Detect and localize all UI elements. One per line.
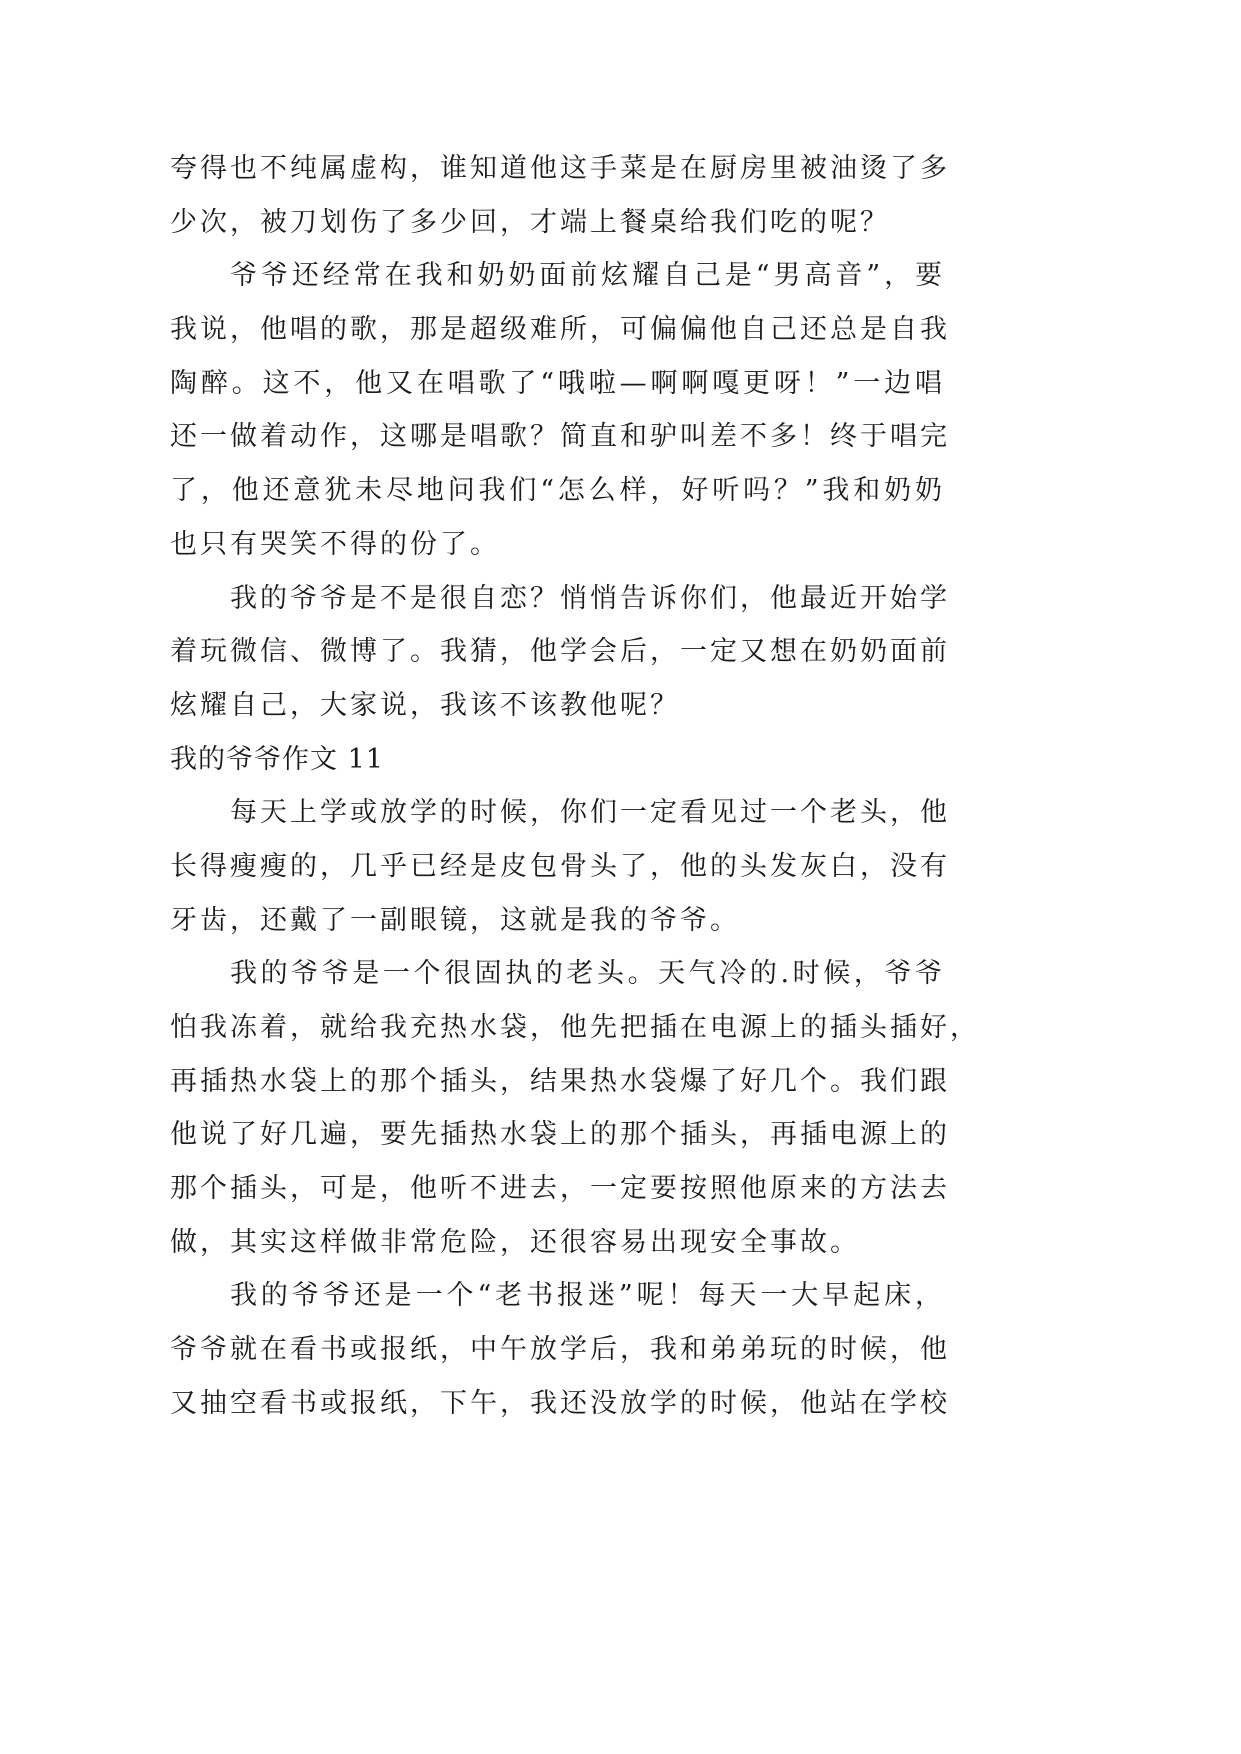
text-line: 我说，他唱的歌，那是超级难所，可偏偏他自己还总是自我 xyxy=(170,314,950,346)
text-line: 再插热水袋上的那个插头，结果热水袋爆了好几个。我们跟 xyxy=(170,1065,950,1097)
text-line: 了，他还意犹未尽地问我们“怎么样，好听吗？”我和奶奶 xyxy=(170,475,945,507)
text-line: 夸得也不纯属虚构，谁知道他这手菜是在厨房里被油烫了多 xyxy=(170,153,950,184)
text-line: 做，其实这样做非常危险，还很容易出现安全事故。 xyxy=(170,1226,860,1258)
text-line: 我的爷爷是一个很固执的老头。天气冷的.时候，爷爷 xyxy=(230,958,945,990)
text-line: 我的爷爷是不是很自恋？悄悄告诉你们，他最近开始学 xyxy=(230,582,950,614)
text-line: 每天上学或放学的时候，你们一定看见过一个老头，他 xyxy=(230,797,950,829)
document-body xyxy=(170,142,980,1431)
text-line: 我的爷爷还是一个“老书报迷”呢！每天一大早起床， xyxy=(230,1280,945,1312)
text-line: 又抽空看书或报纸，下午，我还没放学的时候，他站在学校 xyxy=(170,1387,950,1419)
paragraph xyxy=(170,572,950,733)
paragraph xyxy=(170,142,950,249)
text-line: 少次，被刀划伤了多少回，才端上餐桌给我们吃的呢？ xyxy=(170,206,890,238)
text-line: 他说了好几遍，要先插热水袋上的那个插头，再插电源上的 xyxy=(170,1119,950,1151)
text-line: 还一做着动作，这哪是唱歌？简直和驴叫差不多！终于唱完 xyxy=(170,421,950,453)
text-line: 那个插头，可是，他听不进去，一定要按照他原来的方法去 xyxy=(170,1173,950,1205)
text-line: 长得瘦瘦的，几乎已经是皮包骨头了，他的头发灰白，没有 xyxy=(170,850,950,882)
text-line: 炫耀自己，大家说，我该不该教他呢？ xyxy=(170,689,680,721)
text-line: 陶醉。这不，他又在唱歌了“哦啦—啊啊嘎更呀！”一边唱 xyxy=(170,367,945,399)
text-line: 怕我冻着，就给我充热水袋，他先把插在电源上的插头插好， xyxy=(170,1012,980,1043)
paragraph xyxy=(170,249,950,571)
paragraph xyxy=(170,786,950,947)
section-heading: 我的爷爷作文 11 xyxy=(170,743,384,775)
text-line: 也只有哭笑不得的份了。 xyxy=(170,528,500,560)
text-line: 爷爷就在看书或报纸，中午放学后，我和弟弟玩的时候，他 xyxy=(170,1334,950,1366)
paragraph xyxy=(170,1269,950,1430)
paragraph xyxy=(170,947,980,1269)
text-line: 爷爷还经常在我和奶奶面前炫耀自己是“男高音”，要 xyxy=(230,260,945,292)
text-line: 牙齿，还戴了一副眼镜，这就是我的爷爷。 xyxy=(170,904,740,936)
text-line: 着玩微信、微博了。我猜，他学会后，一定又想在奶奶面前 xyxy=(170,636,950,668)
